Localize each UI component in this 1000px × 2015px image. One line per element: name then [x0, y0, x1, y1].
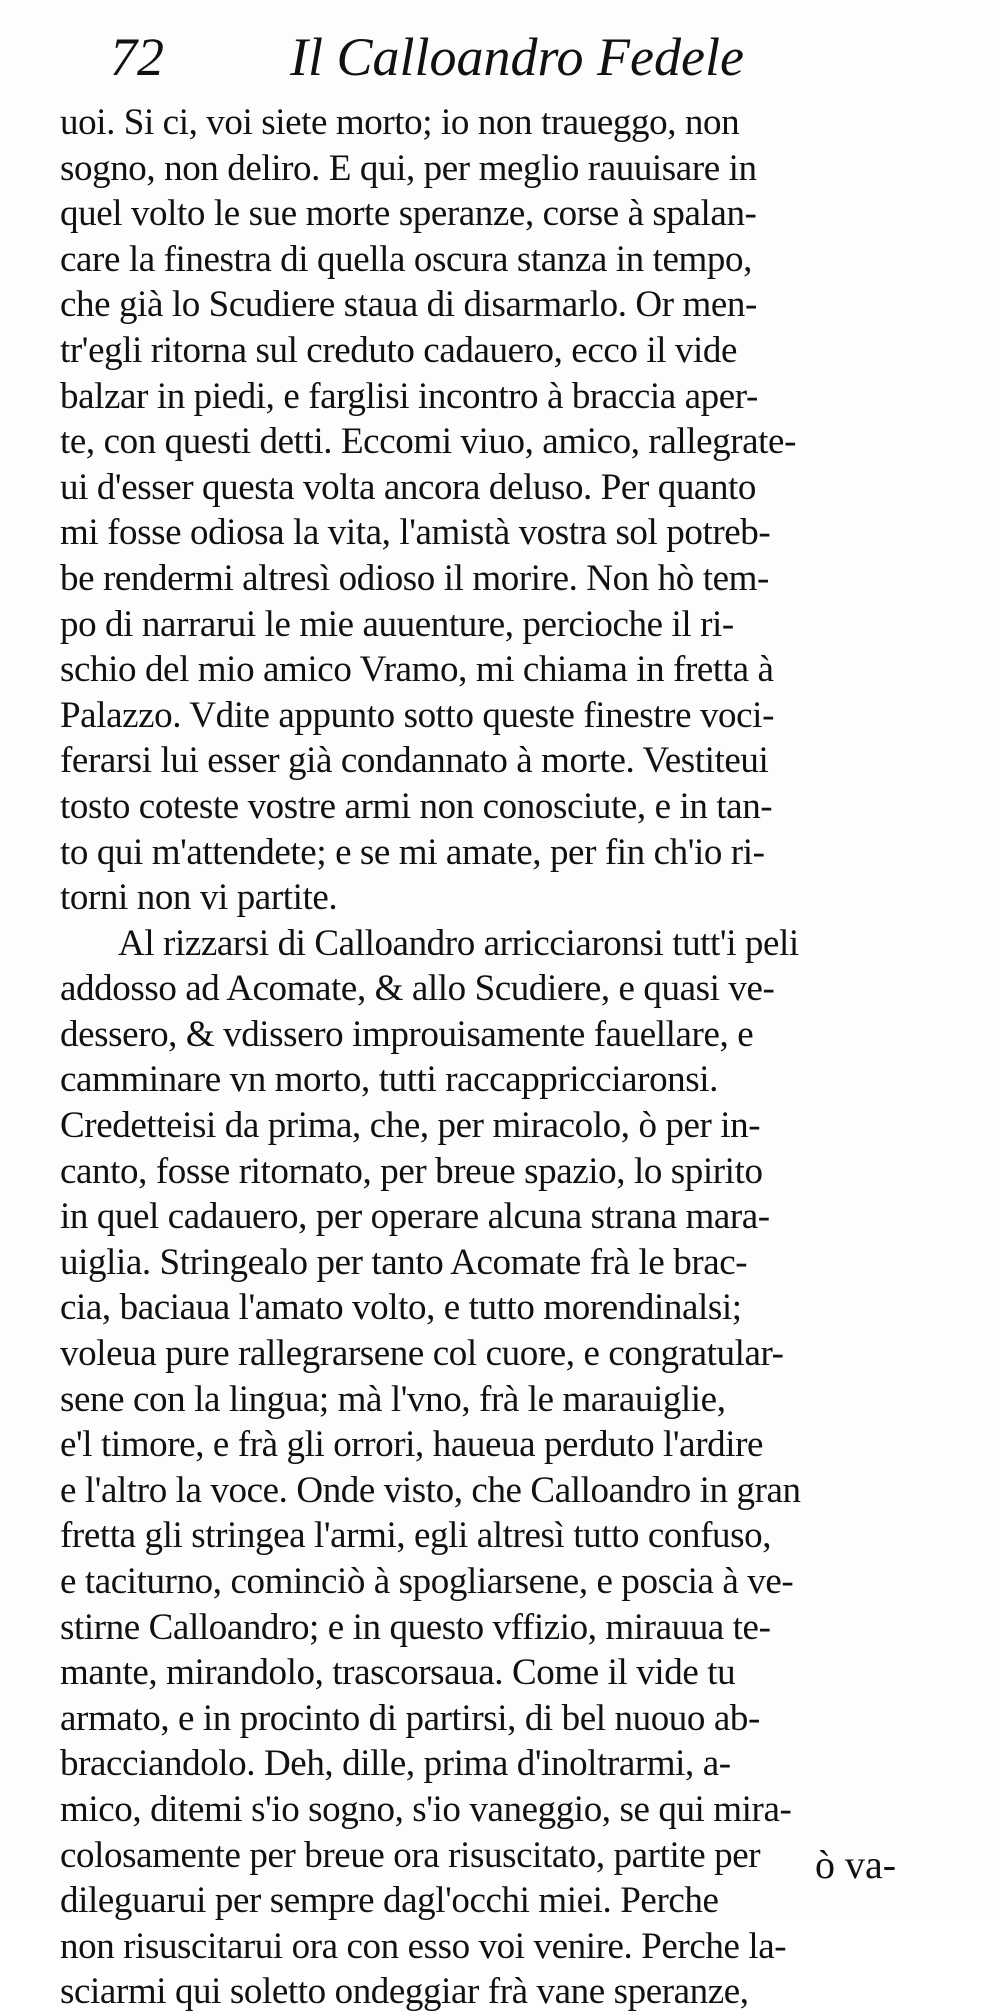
text-line: e taciturno, cominciò à spogliarsene, e poscia à ve- — [60, 1561, 794, 1602]
text-line: armato, e in procinto di partirsi, di bel nuouo ab- — [60, 1697, 760, 1739]
text-line: cia, baciaua l'amato volto, e tutto morendinalsi; — [60, 1287, 742, 1329]
text-line: po di narrarui le mie auuenture, percioche il ri- — [60, 603, 734, 645]
text-line: be rendermi altresì odioso il morire. Non hò tem- — [60, 557, 769, 599]
text-line: care la finestra di quella oscura stanza in tempo, — [60, 238, 752, 280]
text-line: sene con la lingua; mà l'vno, frà le marauiglie, — [60, 1378, 726, 1420]
text-line: sciarmi qui soletto ondeggiar frà vane speranze, — [60, 1971, 749, 2013]
text-line: e'l timore, e frà gli orrori, haueua perduto l'ardire — [60, 1424, 764, 1466]
running-title: Il Calloandro Fedele — [290, 27, 744, 87]
text-line: Credetteisi da prima, che, per miracolo, ò per in- — [60, 1105, 761, 1147]
text-line: torni non vi partite. — [60, 877, 338, 919]
text-line: canto, fosse ritornato, per breue spazio, lo spirito — [60, 1150, 763, 1192]
text-line: in quel cadauero, per operare alcuna strana mara- — [60, 1196, 770, 1238]
text-line: e l'altro la voce. Onde visto, che Calloandro in gran — [60, 1469, 801, 1511]
text-line: Al rizzarsi di Calloandro arricciaronsi tutt'i peli — [118, 922, 799, 964]
text-line: te, con questi detti. Eccomi viuo, amico, rallegrate- — [60, 421, 796, 463]
text-line: ferarsi lui esser già condannato à morte. Vestiteui — [60, 740, 769, 782]
text-line: fretta gli stringea l'armi, egli altresì tutto confuso, — [60, 1515, 772, 1557]
text-line: non risuscitarui ora con esso voi venire. Perche la- — [60, 1925, 787, 1967]
text-line: che già lo Scudiere staua di disarmarlo. Or men- — [60, 284, 757, 326]
text-line: mi fosse odiosa la vita, l'amistà vostra sol potreb- — [60, 512, 771, 554]
page-number: 72 — [110, 27, 164, 87]
text-line: balzar in piedi, e farglisi incontro à braccia aper- — [60, 375, 758, 417]
text-line: tosto coteste vostre armi non conosciute, e in tan- — [60, 785, 773, 827]
text-line: tr'egli ritorna sul creduto cadauero, ecco il vide — [60, 329, 738, 371]
text-line: sogno, non deliro. E qui, per meglio rauuisare in — [60, 147, 757, 189]
text-line: dileguarui per sempre dagl'occhi miei. Perche — [60, 1880, 719, 1922]
text-line: stirne Calloandro; e in questo vffizio, mirauua te- — [60, 1606, 771, 1648]
text-line: ui d'esser questa volta ancora deluso. Per quanto — [60, 466, 757, 508]
text-line: addosso ad Acomate, & allo Scudiere, e quasi ve- — [60, 968, 775, 1010]
text-line: to qui m'attendete; e se mi amate, per fin ch'io ri- — [60, 831, 765, 873]
text-line: schio del mio amico Vramo, mi chiama in fretta à — [60, 649, 774, 691]
catchword: ò va- — [815, 1842, 897, 1887]
text-line: bracciandolo. Deh, dille, prima d'inoltrarmi, a- — [60, 1743, 731, 1785]
text-line: uiglia. Stringealo per tanto Acomate frà le brac- — [60, 1241, 748, 1283]
text-line: Palazzo. Vdite appunto sotto queste finestre voci- — [60, 694, 774, 736]
text-line: mante, mirandolo, trascorsaua. Come il vide tu — [60, 1652, 736, 1694]
text-line: uoi. Si ci, voi siete morto; io non traueggo, non — [60, 102, 740, 143]
page-header — [110, 18, 930, 96]
text-line: mico, ditemi s'io sogno, s'io vaneggio, se qui mira- — [60, 1788, 792, 1830]
text-line: colosamente per breue ora risuscitato, partite per — [60, 1834, 761, 1876]
text-line: voleua pure rallegrarsene col cuore, e congratular- — [60, 1333, 784, 1375]
text-line: quel volto le sue morte speranze, corse à spalan- — [60, 193, 757, 235]
text-line: dessero, & vdissero improuisamente fauellare, e — [60, 1013, 754, 1055]
text-line: camminare vn morto, tutti raccappricciaronsi. — [60, 1059, 719, 1101]
body-text — [60, 100, 960, 2015]
